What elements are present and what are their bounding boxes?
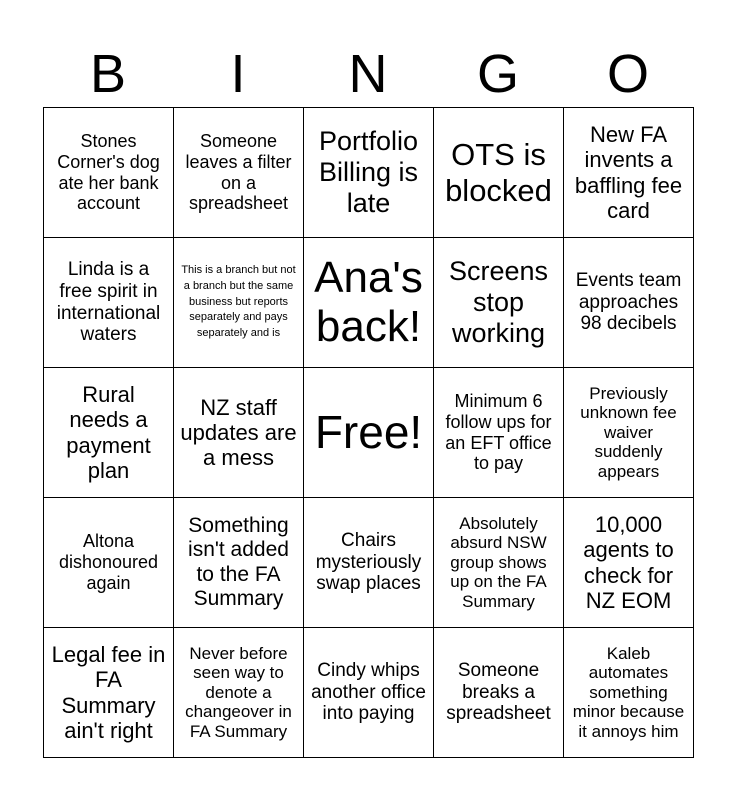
header-letter-g: G bbox=[476, 44, 519, 104]
bingo-cell[interactable]: Cindy whips another office into paying bbox=[304, 628, 434, 758]
bingo-cell[interactable]: This is a branch but not a branch but the same business but reports separately and pays separately and is bbox=[174, 238, 304, 368]
bingo-cell[interactable]: Screens stop working bbox=[434, 238, 564, 368]
bingo-cell[interactable]: Portfolio Billing is late bbox=[304, 108, 434, 238]
bingo-cell[interactable]: Something isn't added to the FA Summary bbox=[174, 498, 304, 628]
bingo-cell[interactable]: Stones Corner's dog ate her bank account bbox=[44, 108, 174, 238]
bingo-cell[interactable]: Someone leaves a filter on a spreadsheet bbox=[174, 108, 304, 238]
bingo-cell[interactable]: Minimum 6 follow ups for an EFT office to pay bbox=[434, 368, 564, 498]
bingo-cell[interactable]: Absolutely absurd NSW group shows up on the FA Summary bbox=[434, 498, 564, 628]
bingo-cell[interactable]: Events team approaches 98 decibels bbox=[564, 238, 694, 368]
bingo-cell[interactable]: Rural needs a payment plan bbox=[44, 368, 174, 498]
header-letter-n: N bbox=[348, 44, 388, 104]
bingo-cell[interactable]: OTS is blocked bbox=[434, 108, 564, 238]
bingo-cell[interactable]: Altona dishonoured again bbox=[44, 498, 174, 628]
bingo-cell[interactable]: 10,000 agents to check for NZ EOM bbox=[564, 498, 694, 628]
bingo-header bbox=[43, 40, 693, 108]
header-letter-i: I bbox=[230, 44, 246, 104]
bingo-board bbox=[43, 107, 694, 758]
bingo-cell[interactable]: NZ staff updates are a mess bbox=[174, 368, 304, 498]
bingo-cell[interactable]: Kaleb automates something minor because it annoys him bbox=[564, 628, 694, 758]
bingo-cell[interactable]: Ana's back! bbox=[304, 238, 434, 368]
bingo-cell[interactable]: Legal fee in FA Summary ain't right bbox=[44, 628, 174, 758]
header-letter-b: B bbox=[89, 44, 127, 104]
bingo-cell[interactable]: Linda is a free spirit in international waters bbox=[44, 238, 174, 368]
bingo-cell[interactable]: Previously unknown fee waiver suddenly appears bbox=[564, 368, 694, 498]
bingo-cell[interactable]: Someone breaks a spreadsheet bbox=[434, 628, 564, 758]
bingo-cell[interactable]: Never before seen way to denote a changeover in FA Summary bbox=[174, 628, 304, 758]
bingo-cell[interactable]: New FA invents a baffling fee card bbox=[564, 108, 694, 238]
bingo-cell[interactable]: Chairs mysteriously swap places bbox=[304, 498, 434, 628]
header-letter-o: O bbox=[606, 44, 649, 104]
free-space-cell[interactable]: Free! bbox=[304, 368, 434, 498]
